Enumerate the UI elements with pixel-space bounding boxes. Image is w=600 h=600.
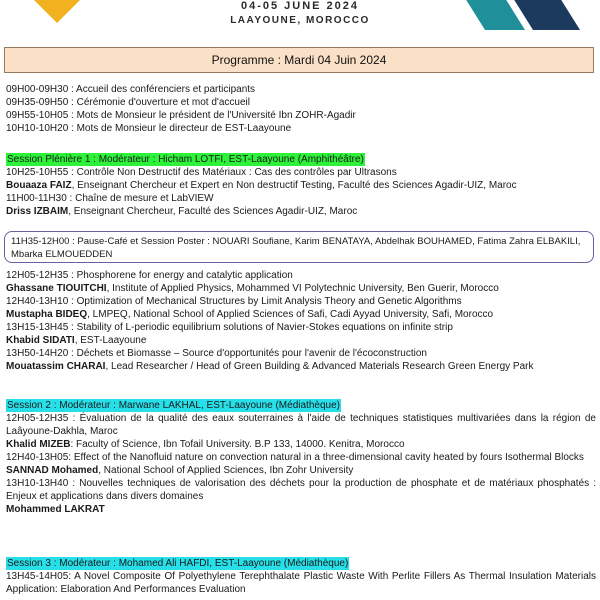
- time-slot: 12H05-12H35: [6, 270, 69, 281]
- schedule-line: [6, 451, 596, 464]
- speaker-line: [6, 282, 596, 295]
- speaker-affiliation: , Enseignant Chercheur, Faculté des Sciences Agadir-UIZ, Maroc: [68, 206, 358, 217]
- schedule-line: [6, 96, 596, 109]
- talk-title: : Stability of L-periodic equilibrium solutions of Navier-Stokes equations on infinite strip: [68, 322, 453, 333]
- time-slot: 12H40-13H05: [6, 452, 69, 463]
- speaker-name: SANNAD Mohamed: [6, 465, 99, 476]
- speaker-name: Mustapha BIDEQ: [6, 309, 88, 320]
- event-location: LAAYOUNE, MOROCCO: [230, 15, 370, 26]
- speaker-affiliation: , LMPEQ, National School of Applied Sciences of Safi, Cadi Ayyad University, Safi, Morocco: [87, 309, 494, 320]
- talk-title: : Optimization of Mechanical Structures by Limit Analysis Theory and Genetic Algorithms: [68, 296, 462, 307]
- schedule-line: [6, 570, 596, 596]
- time-slot: 12H40-13H10: [6, 296, 69, 307]
- speaker-affiliation: , Lead Researcher / Head of Green Building & Advanced Materials Research Green Energy Park: [105, 361, 534, 372]
- session-3-title: Session 3 : Modérateur : Mohamed Ali HAFDI, EST-Laayoune (Médiathèque): [7, 558, 349, 569]
- schedule-text: : Cérémonie d'ouverture et mot d'accueil: [68, 97, 250, 108]
- speaker-name: Khabid SIDATI: [6, 335, 75, 346]
- schedule-line: [6, 477, 596, 503]
- opening-block: [6, 83, 596, 135]
- schedule-text: : Mots de Monsieur le président de l'Université Ibn ZOHR-Agadir: [68, 110, 356, 121]
- header-banner: [0, 0, 600, 34]
- schedule-line: [6, 192, 596, 205]
- speaker-line: [6, 503, 596, 516]
- talk-title: : Phosphorene for energy and catalytic application: [68, 270, 293, 281]
- time-slot: 13H10-13H40: [6, 478, 69, 489]
- speaker-name: Mohammed LAKRAT: [6, 504, 105, 515]
- speaker-line: [6, 334, 596, 347]
- speaker-line: [6, 464, 596, 477]
- time-slot: 09H00-09H30: [6, 84, 69, 95]
- talk-title: : Effect of the Nanofluid nature on convection natural in a three-dimensional cavity heated by fours Isothermal Blocks: [68, 452, 584, 463]
- pause-poster-box: [4, 231, 594, 263]
- speaker-line: [6, 205, 596, 218]
- talk-title: : Contrôle Non Destructif des Matériaux : Cas des contrôles par Ultrasons: [68, 167, 397, 178]
- talk-title: : Nouvelles techniques de valorisation des déchets pour la production de phosphate et de matériaux phosphatés : Enjeux et applications dans divers domaines: [6, 478, 596, 502]
- pause-text: 11H35-12H00 : Pause-Café et Session Poster : NOUARI Soufiane, Karim BENATAYA, Abdelhak BOUHAMED, Fatima Zahra ELBAKILI, Mbarka ELMOUEDDEN: [11, 236, 581, 260]
- speaker-affiliation: , National School of Applied Sciences, Ibn Zohr University: [98, 465, 354, 476]
- time-slot: 13H45-14H05: [6, 571, 69, 582]
- time-slot: 11H00-11H30: [6, 193, 67, 204]
- schedule-line: [6, 122, 596, 135]
- speaker-name: Bouaaza FAIZ: [6, 180, 72, 191]
- session-3: [6, 557, 596, 596]
- schedule-line: [6, 109, 596, 122]
- speaker-line: [6, 360, 596, 373]
- schedule-line: [6, 321, 596, 334]
- session-2: [6, 399, 596, 516]
- schedule-line: [6, 166, 596, 179]
- speaker-name: Khalid MIZEB: [6, 439, 71, 450]
- schedule-text: : Mots de Monsieur le directeur de EST-Laayoune: [68, 123, 292, 134]
- schedule-line: [6, 83, 596, 96]
- time-slot: 10H10-10H20: [6, 123, 69, 134]
- speaker-name: Mouatassim CHARAI: [6, 361, 106, 372]
- speaker-name: Driss IZBAIM: [6, 206, 69, 217]
- session-1-title: Session Plénière 1 : Modérateur : Hicham LOTFI, EST-Laayoune (Amphithéâtre): [7, 154, 364, 165]
- speaker-affiliation: , EST-Laayoune: [74, 335, 147, 346]
- session-2-title: Session 2 : Modérateur : Marwane LAKHAL, EST-Laayoune (Médiathèque): [7, 400, 340, 411]
- talk-title: : A Novel Composite Of Polyethylene Terephthalate Plastic Waste With Perlite Fillers As Thermal Insulation Materials Application: Elaboration And Performances Evaluation: [6, 571, 596, 595]
- session-plenary-1: [6, 153, 596, 218]
- speaker-affiliation: , Enseignant Chercheur et Expert en Non destructif Testing, Faculté des Sciences Agadir-UIZ, Maroc: [71, 180, 517, 191]
- midday-talks-block: [6, 269, 596, 373]
- time-slot: 10H25-10H55: [6, 167, 69, 178]
- time-slot: 09H35-09H50: [6, 97, 69, 108]
- speaker-name: Ghassane TIOUITCHI: [6, 283, 107, 294]
- event-date: 04-05 JUNE 2024: [240, 0, 360, 12]
- programme-title: Programme : Mardi 04 Juin 2024: [4, 47, 594, 73]
- talk-title: : Chaîne de mesure et LabVIEW: [66, 193, 214, 204]
- speaker-affiliation: , Institute of Applied Physics, Mohammed VI Polytechnic University, Ben Guerir, Morocco: [106, 283, 499, 294]
- time-slot: 13H15-13H45: [6, 322, 69, 333]
- schedule-line: [6, 347, 596, 360]
- time-slot: 12H05-12H35: [6, 413, 69, 424]
- schedule-line: [6, 269, 596, 282]
- schedule-line: [6, 412, 596, 438]
- time-slot: 13H50-14H20: [6, 348, 69, 359]
- talk-title: : Déchets et Biomasse – Source d'opportunités pour l'avenir de l'écoconstruction: [68, 348, 427, 359]
- speaker-line: [6, 179, 596, 192]
- time-slot: 09H55-10H05: [6, 110, 69, 121]
- talk-title: : Évaluation de la qualité des eaux souterraines à l'aide de techniques statistiques multivariées dans la région de Laâyoune-Dakhla, Maroc: [6, 413, 596, 437]
- speaker-line: [6, 438, 596, 451]
- speaker-affiliation: : Faculty of Science, Ibn Tofail University. B.P 133, 14000. Kenitra, Morocco: [70, 439, 405, 450]
- speaker-line: [6, 308, 596, 321]
- schedule-line: [6, 295, 596, 308]
- schedule-text: : Accueil des conférenciers et participants: [68, 84, 256, 95]
